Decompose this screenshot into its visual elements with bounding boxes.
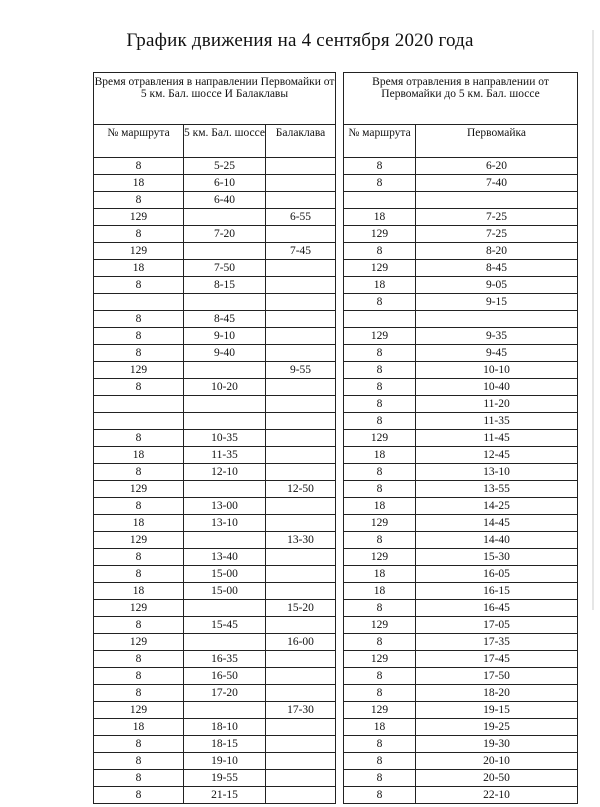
header-left-group: Время отравления в направлении Первомайки от 5 км. Бал. шоссе И Балаклавы bbox=[94, 73, 336, 125]
table-row bbox=[94, 634, 578, 651]
route-left-cell: 8 bbox=[94, 787, 184, 804]
table-row bbox=[94, 651, 578, 668]
route-right-cell: 8 bbox=[344, 787, 416, 804]
route-right-cell: 18 bbox=[344, 447, 416, 464]
table-row bbox=[94, 430, 578, 447]
km5-time-cell: 9-10 bbox=[184, 328, 266, 345]
balaklava-time-cell bbox=[266, 396, 336, 413]
pervomaika-time-cell: 15-30 bbox=[416, 549, 578, 566]
table-row bbox=[94, 600, 578, 617]
balaklava-time-cell bbox=[266, 328, 336, 345]
balaklava-time-cell: 12-50 bbox=[266, 481, 336, 498]
table-row bbox=[94, 158, 578, 175]
column-gap bbox=[336, 753, 344, 770]
balaklava-time-cell bbox=[266, 617, 336, 634]
route-right-cell: 18 bbox=[344, 209, 416, 226]
column-gap bbox=[336, 158, 344, 175]
column-gap bbox=[336, 549, 344, 566]
balaklava-time-cell bbox=[266, 498, 336, 515]
column-gap bbox=[336, 447, 344, 464]
pervomaika-time-cell: 16-15 bbox=[416, 583, 578, 600]
km5-time-cell bbox=[184, 634, 266, 651]
schedule-rows bbox=[94, 158, 578, 804]
balaklava-time-cell bbox=[266, 447, 336, 464]
table-row bbox=[94, 209, 578, 226]
pervomaika-time-cell: 17-45 bbox=[416, 651, 578, 668]
pervomaika-time-cell bbox=[416, 311, 578, 328]
column-gap bbox=[336, 125, 344, 158]
balaklava-time-cell: 13-30 bbox=[266, 532, 336, 549]
route-left-cell: 8 bbox=[94, 549, 184, 566]
balaklava-time-cell bbox=[266, 583, 336, 600]
route-right-cell: 129 bbox=[344, 430, 416, 447]
balaklava-time-cell bbox=[266, 549, 336, 566]
km5-time-cell: 19-55 bbox=[184, 770, 266, 787]
route-right-cell bbox=[344, 311, 416, 328]
pervomaika-time-cell: 12-45 bbox=[416, 447, 578, 464]
pervomaika-time-cell: 17-50 bbox=[416, 668, 578, 685]
route-left-cell: 8 bbox=[94, 430, 184, 447]
km5-time-cell bbox=[184, 362, 266, 379]
table-row bbox=[94, 583, 578, 600]
table-row bbox=[94, 277, 578, 294]
route-right-cell: 18 bbox=[344, 277, 416, 294]
km5-time-cell bbox=[184, 532, 266, 549]
route-left-cell: 8 bbox=[94, 617, 184, 634]
column-gap bbox=[336, 481, 344, 498]
route-right-cell: 8 bbox=[344, 396, 416, 413]
column-gap bbox=[336, 311, 344, 328]
table-row bbox=[94, 175, 578, 192]
table-row bbox=[94, 260, 578, 277]
pervomaika-time-cell: 17-35 bbox=[416, 634, 578, 651]
balaklava-time-cell bbox=[266, 277, 336, 294]
route-left-cell: 129 bbox=[94, 532, 184, 549]
pervomaika-time-cell: 7-25 bbox=[416, 226, 578, 243]
pervomaika-time-cell: 13-55 bbox=[416, 481, 578, 498]
km5-time-cell: 6-10 bbox=[184, 175, 266, 192]
balaklava-time-cell bbox=[266, 226, 336, 243]
pervomaika-time-cell: 18-20 bbox=[416, 685, 578, 702]
route-right-cell: 8 bbox=[344, 294, 416, 311]
route-left-cell: 8 bbox=[94, 498, 184, 515]
pervomaika-time-cell: 14-40 bbox=[416, 532, 578, 549]
pervomaika-time-cell: 19-15 bbox=[416, 702, 578, 719]
table-row bbox=[94, 379, 578, 396]
balaklava-time-cell bbox=[266, 651, 336, 668]
route-right-cell: 18 bbox=[344, 498, 416, 515]
route-right-cell: 129 bbox=[344, 226, 416, 243]
page-title: График движения на 4 сентября 2020 года bbox=[126, 30, 474, 51]
balaklava-time-cell: 15-20 bbox=[266, 600, 336, 617]
column-gap bbox=[336, 566, 344, 583]
km5-time-cell: 19-10 bbox=[184, 753, 266, 770]
pervomaika-time-cell: 20-50 bbox=[416, 770, 578, 787]
table-row bbox=[94, 481, 578, 498]
route-left-cell: 129 bbox=[94, 243, 184, 260]
balaklava-time-cell bbox=[266, 311, 336, 328]
table-row bbox=[94, 447, 578, 464]
table-row bbox=[94, 345, 578, 362]
header-pervomaika: Первомайка bbox=[416, 125, 578, 158]
column-gap bbox=[336, 430, 344, 447]
route-right-cell: 8 bbox=[344, 158, 416, 175]
balaklava-time-cell: 6-55 bbox=[266, 209, 336, 226]
km5-time-cell: 8-15 bbox=[184, 277, 266, 294]
balaklava-time-cell bbox=[266, 260, 336, 277]
pervomaika-time-cell: 7-25 bbox=[416, 209, 578, 226]
table-row bbox=[94, 770, 578, 787]
route-right-cell: 18 bbox=[344, 583, 416, 600]
pervomaika-time-cell bbox=[416, 192, 578, 209]
pervomaika-time-cell: 9-45 bbox=[416, 345, 578, 362]
balaklava-time-cell bbox=[266, 175, 336, 192]
header-right-group: Время отравления в направлении от Первомайки до 5 км. Бал. шоссе bbox=[344, 73, 578, 125]
column-gap bbox=[336, 396, 344, 413]
pervomaika-time-cell: 16-05 bbox=[416, 566, 578, 583]
column-gap bbox=[336, 192, 344, 209]
pervomaika-time-cell: 8-20 bbox=[416, 243, 578, 260]
route-right-cell: 129 bbox=[344, 515, 416, 532]
km5-time-cell bbox=[184, 243, 266, 260]
route-right-cell: 8 bbox=[344, 413, 416, 430]
pervomaika-time-cell: 14-25 bbox=[416, 498, 578, 515]
route-left-cell: 18 bbox=[94, 175, 184, 192]
column-gap bbox=[336, 498, 344, 515]
km5-time-cell bbox=[184, 600, 266, 617]
km5-time-cell: 21-15 bbox=[184, 787, 266, 804]
route-right-cell: 8 bbox=[344, 243, 416, 260]
route-right-cell: 129 bbox=[344, 702, 416, 719]
route-right-cell: 8 bbox=[344, 345, 416, 362]
column-gap bbox=[336, 226, 344, 243]
route-left-cell: 8 bbox=[94, 566, 184, 583]
route-right-cell: 8 bbox=[344, 668, 416, 685]
km5-time-cell: 10-35 bbox=[184, 430, 266, 447]
pervomaika-time-cell: 16-45 bbox=[416, 600, 578, 617]
column-gap bbox=[336, 362, 344, 379]
table-row bbox=[94, 413, 578, 430]
table-row bbox=[94, 617, 578, 634]
pervomaika-time-cell: 11-20 bbox=[416, 396, 578, 413]
column-gap bbox=[336, 668, 344, 685]
route-right-cell: 8 bbox=[344, 379, 416, 396]
column-gap bbox=[336, 685, 344, 702]
route-left-cell: 8 bbox=[94, 158, 184, 175]
pervomaika-time-cell: 10-40 bbox=[416, 379, 578, 396]
column-gap bbox=[336, 532, 344, 549]
route-right-cell: 129 bbox=[344, 328, 416, 345]
km5-time-cell bbox=[184, 481, 266, 498]
header-5km: 5 км. Бал. шоссе bbox=[184, 125, 266, 158]
km5-time-cell: 10-20 bbox=[184, 379, 266, 396]
column-gap bbox=[336, 379, 344, 396]
table-row bbox=[94, 566, 578, 583]
route-left-cell: 18 bbox=[94, 447, 184, 464]
pervomaika-time-cell: 20-10 bbox=[416, 753, 578, 770]
balaklava-time-cell bbox=[266, 413, 336, 430]
km5-time-cell: 9-40 bbox=[184, 345, 266, 362]
column-gap bbox=[336, 328, 344, 345]
pervomaika-time-cell: 19-30 bbox=[416, 736, 578, 753]
pervomaika-time-cell: 17-05 bbox=[416, 617, 578, 634]
balaklava-time-cell bbox=[266, 668, 336, 685]
route-left-cell: 8 bbox=[94, 328, 184, 345]
route-right-cell: 8 bbox=[344, 634, 416, 651]
pervomaika-time-cell: 8-45 bbox=[416, 260, 578, 277]
column-gap bbox=[336, 243, 344, 260]
route-left-cell: 8 bbox=[94, 226, 184, 243]
km5-time-cell bbox=[184, 413, 266, 430]
balaklava-time-cell bbox=[266, 787, 336, 804]
column-gap bbox=[336, 651, 344, 668]
route-right-cell: 8 bbox=[344, 600, 416, 617]
pervomaika-time-cell: 6-20 bbox=[416, 158, 578, 175]
route-right-cell: 8 bbox=[344, 175, 416, 192]
table-row bbox=[94, 498, 578, 515]
route-left-cell: 8 bbox=[94, 668, 184, 685]
route-right-cell: 129 bbox=[344, 651, 416, 668]
column-gap bbox=[336, 413, 344, 430]
route-right-cell: 129 bbox=[344, 260, 416, 277]
km5-time-cell bbox=[184, 294, 266, 311]
route-right-cell: 8 bbox=[344, 770, 416, 787]
route-left-cell: 8 bbox=[94, 651, 184, 668]
pervomaika-time-cell: 13-10 bbox=[416, 464, 578, 481]
km5-time-cell: 15-45 bbox=[184, 617, 266, 634]
balaklava-time-cell bbox=[266, 719, 336, 736]
table-row bbox=[94, 736, 578, 753]
route-right-cell: 8 bbox=[344, 685, 416, 702]
km5-time-cell: 7-50 bbox=[184, 260, 266, 277]
table-row bbox=[94, 294, 578, 311]
balaklava-time-cell bbox=[266, 736, 336, 753]
column-gap bbox=[336, 634, 344, 651]
route-right-cell: 129 bbox=[344, 549, 416, 566]
balaklava-time-cell bbox=[266, 464, 336, 481]
pervomaika-time-cell: 10-10 bbox=[416, 362, 578, 379]
route-left-cell: 129 bbox=[94, 209, 184, 226]
pervomaika-time-cell: 14-45 bbox=[416, 515, 578, 532]
route-right-cell: 8 bbox=[344, 753, 416, 770]
balaklava-time-cell bbox=[266, 345, 336, 362]
km5-time-cell bbox=[184, 396, 266, 413]
column-gap bbox=[336, 260, 344, 277]
pervomaika-time-cell: 11-45 bbox=[416, 430, 578, 447]
balaklava-time-cell: 16-00 bbox=[266, 634, 336, 651]
column-gap bbox=[336, 515, 344, 532]
table-row bbox=[94, 685, 578, 702]
table-row bbox=[94, 549, 578, 566]
route-left-cell: 8 bbox=[94, 345, 184, 362]
km5-time-cell: 13-40 bbox=[184, 549, 266, 566]
route-left-cell: 8 bbox=[94, 736, 184, 753]
km5-time-cell: 16-50 bbox=[184, 668, 266, 685]
header-route-left: № маршрута bbox=[94, 125, 184, 158]
route-right-cell: 18 bbox=[344, 719, 416, 736]
table-row bbox=[94, 243, 578, 260]
column-gap bbox=[336, 736, 344, 753]
pervomaika-time-cell: 9-15 bbox=[416, 294, 578, 311]
column-gap bbox=[336, 175, 344, 192]
header-balaklava: Балаклава bbox=[266, 125, 336, 158]
route-left-cell bbox=[94, 294, 184, 311]
pervomaika-time-cell: 9-35 bbox=[416, 328, 578, 345]
pervomaika-time-cell: 7-40 bbox=[416, 175, 578, 192]
table-row bbox=[94, 362, 578, 379]
route-left-cell bbox=[94, 413, 184, 430]
column-gap bbox=[336, 464, 344, 481]
column-gap bbox=[336, 600, 344, 617]
column-gap bbox=[336, 277, 344, 294]
table-row bbox=[94, 753, 578, 770]
route-left-cell: 8 bbox=[94, 464, 184, 481]
balaklava-time-cell: 7-45 bbox=[266, 243, 336, 260]
column-gap bbox=[336, 787, 344, 804]
km5-time-cell: 5-25 bbox=[184, 158, 266, 175]
km5-time-cell: 18-10 bbox=[184, 719, 266, 736]
column-gap bbox=[336, 294, 344, 311]
route-right-cell: 8 bbox=[344, 362, 416, 379]
route-left-cell: 8 bbox=[94, 311, 184, 328]
route-left-cell: 18 bbox=[94, 583, 184, 600]
route-right-cell: 8 bbox=[344, 464, 416, 481]
km5-time-cell: 7-20 bbox=[184, 226, 266, 243]
route-left-cell: 129 bbox=[94, 634, 184, 651]
route-left-cell: 8 bbox=[94, 192, 184, 209]
km5-time-cell: 15-00 bbox=[184, 583, 266, 600]
column-gap bbox=[336, 345, 344, 362]
table-row bbox=[94, 532, 578, 549]
balaklava-time-cell bbox=[266, 753, 336, 770]
route-left-cell: 129 bbox=[94, 362, 184, 379]
balaklava-time-cell bbox=[266, 192, 336, 209]
page-edge-shadow bbox=[592, 30, 594, 610]
table-row bbox=[94, 787, 578, 804]
balaklava-time-cell bbox=[266, 379, 336, 396]
route-left-cell bbox=[94, 396, 184, 413]
pervomaika-time-cell: 19-25 bbox=[416, 719, 578, 736]
km5-time-cell: 12-10 bbox=[184, 464, 266, 481]
pervomaika-time-cell: 11-35 bbox=[416, 413, 578, 430]
km5-time-cell: 15-00 bbox=[184, 566, 266, 583]
route-left-cell: 8 bbox=[94, 277, 184, 294]
schedule-table bbox=[93, 72, 578, 804]
route-right-cell bbox=[344, 192, 416, 209]
table-row bbox=[94, 515, 578, 532]
table-row bbox=[94, 668, 578, 685]
table-row bbox=[94, 396, 578, 413]
column-gap bbox=[336, 770, 344, 787]
route-right-cell: 8 bbox=[344, 736, 416, 753]
route-right-cell: 18 bbox=[344, 566, 416, 583]
balaklava-time-cell bbox=[266, 430, 336, 447]
km5-time-cell bbox=[184, 702, 266, 719]
table-row bbox=[94, 226, 578, 243]
balaklava-time-cell: 9-55 bbox=[266, 362, 336, 379]
route-left-cell: 129 bbox=[94, 702, 184, 719]
route-left-cell: 18 bbox=[94, 260, 184, 277]
route-left-cell: 18 bbox=[94, 719, 184, 736]
table-row bbox=[94, 328, 578, 345]
route-left-cell: 129 bbox=[94, 600, 184, 617]
route-right-cell: 8 bbox=[344, 481, 416, 498]
route-right-cell: 129 bbox=[344, 617, 416, 634]
column-gap bbox=[336, 617, 344, 634]
column-gap bbox=[336, 719, 344, 736]
route-left-cell: 8 bbox=[94, 685, 184, 702]
km5-time-cell: 17-20 bbox=[184, 685, 266, 702]
pervomaika-time-cell: 9-05 bbox=[416, 277, 578, 294]
km5-time-cell: 18-15 bbox=[184, 736, 266, 753]
route-left-cell: 8 bbox=[94, 379, 184, 396]
table-row bbox=[94, 702, 578, 719]
pervomaika-time-cell: 22-10 bbox=[416, 787, 578, 804]
table-row bbox=[94, 311, 578, 328]
header-route-right: № маршрута bbox=[344, 125, 416, 158]
balaklava-time-cell bbox=[266, 158, 336, 175]
km5-time-cell bbox=[184, 209, 266, 226]
km5-time-cell: 8-45 bbox=[184, 311, 266, 328]
table-row bbox=[94, 719, 578, 736]
column-gap bbox=[336, 702, 344, 719]
balaklava-time-cell bbox=[266, 770, 336, 787]
route-left-cell: 8 bbox=[94, 753, 184, 770]
balaklava-time-cell bbox=[266, 566, 336, 583]
route-left-cell: 8 bbox=[94, 770, 184, 787]
table-row bbox=[94, 192, 578, 209]
column-gap bbox=[336, 209, 344, 226]
km5-time-cell: 16-35 bbox=[184, 651, 266, 668]
km5-time-cell: 13-10 bbox=[184, 515, 266, 532]
balaklava-time-cell bbox=[266, 294, 336, 311]
route-left-cell: 129 bbox=[94, 481, 184, 498]
table-row bbox=[94, 464, 578, 481]
route-left-cell: 18 bbox=[94, 515, 184, 532]
column-gap bbox=[336, 73, 344, 125]
km5-time-cell: 6-40 bbox=[184, 192, 266, 209]
route-right-cell: 8 bbox=[344, 532, 416, 549]
column-gap bbox=[336, 583, 344, 600]
balaklava-time-cell bbox=[266, 515, 336, 532]
km5-time-cell: 13-00 bbox=[184, 498, 266, 515]
km5-time-cell: 11-35 bbox=[184, 447, 266, 464]
balaklava-time-cell: 17-30 bbox=[266, 702, 336, 719]
balaklava-time-cell bbox=[266, 685, 336, 702]
